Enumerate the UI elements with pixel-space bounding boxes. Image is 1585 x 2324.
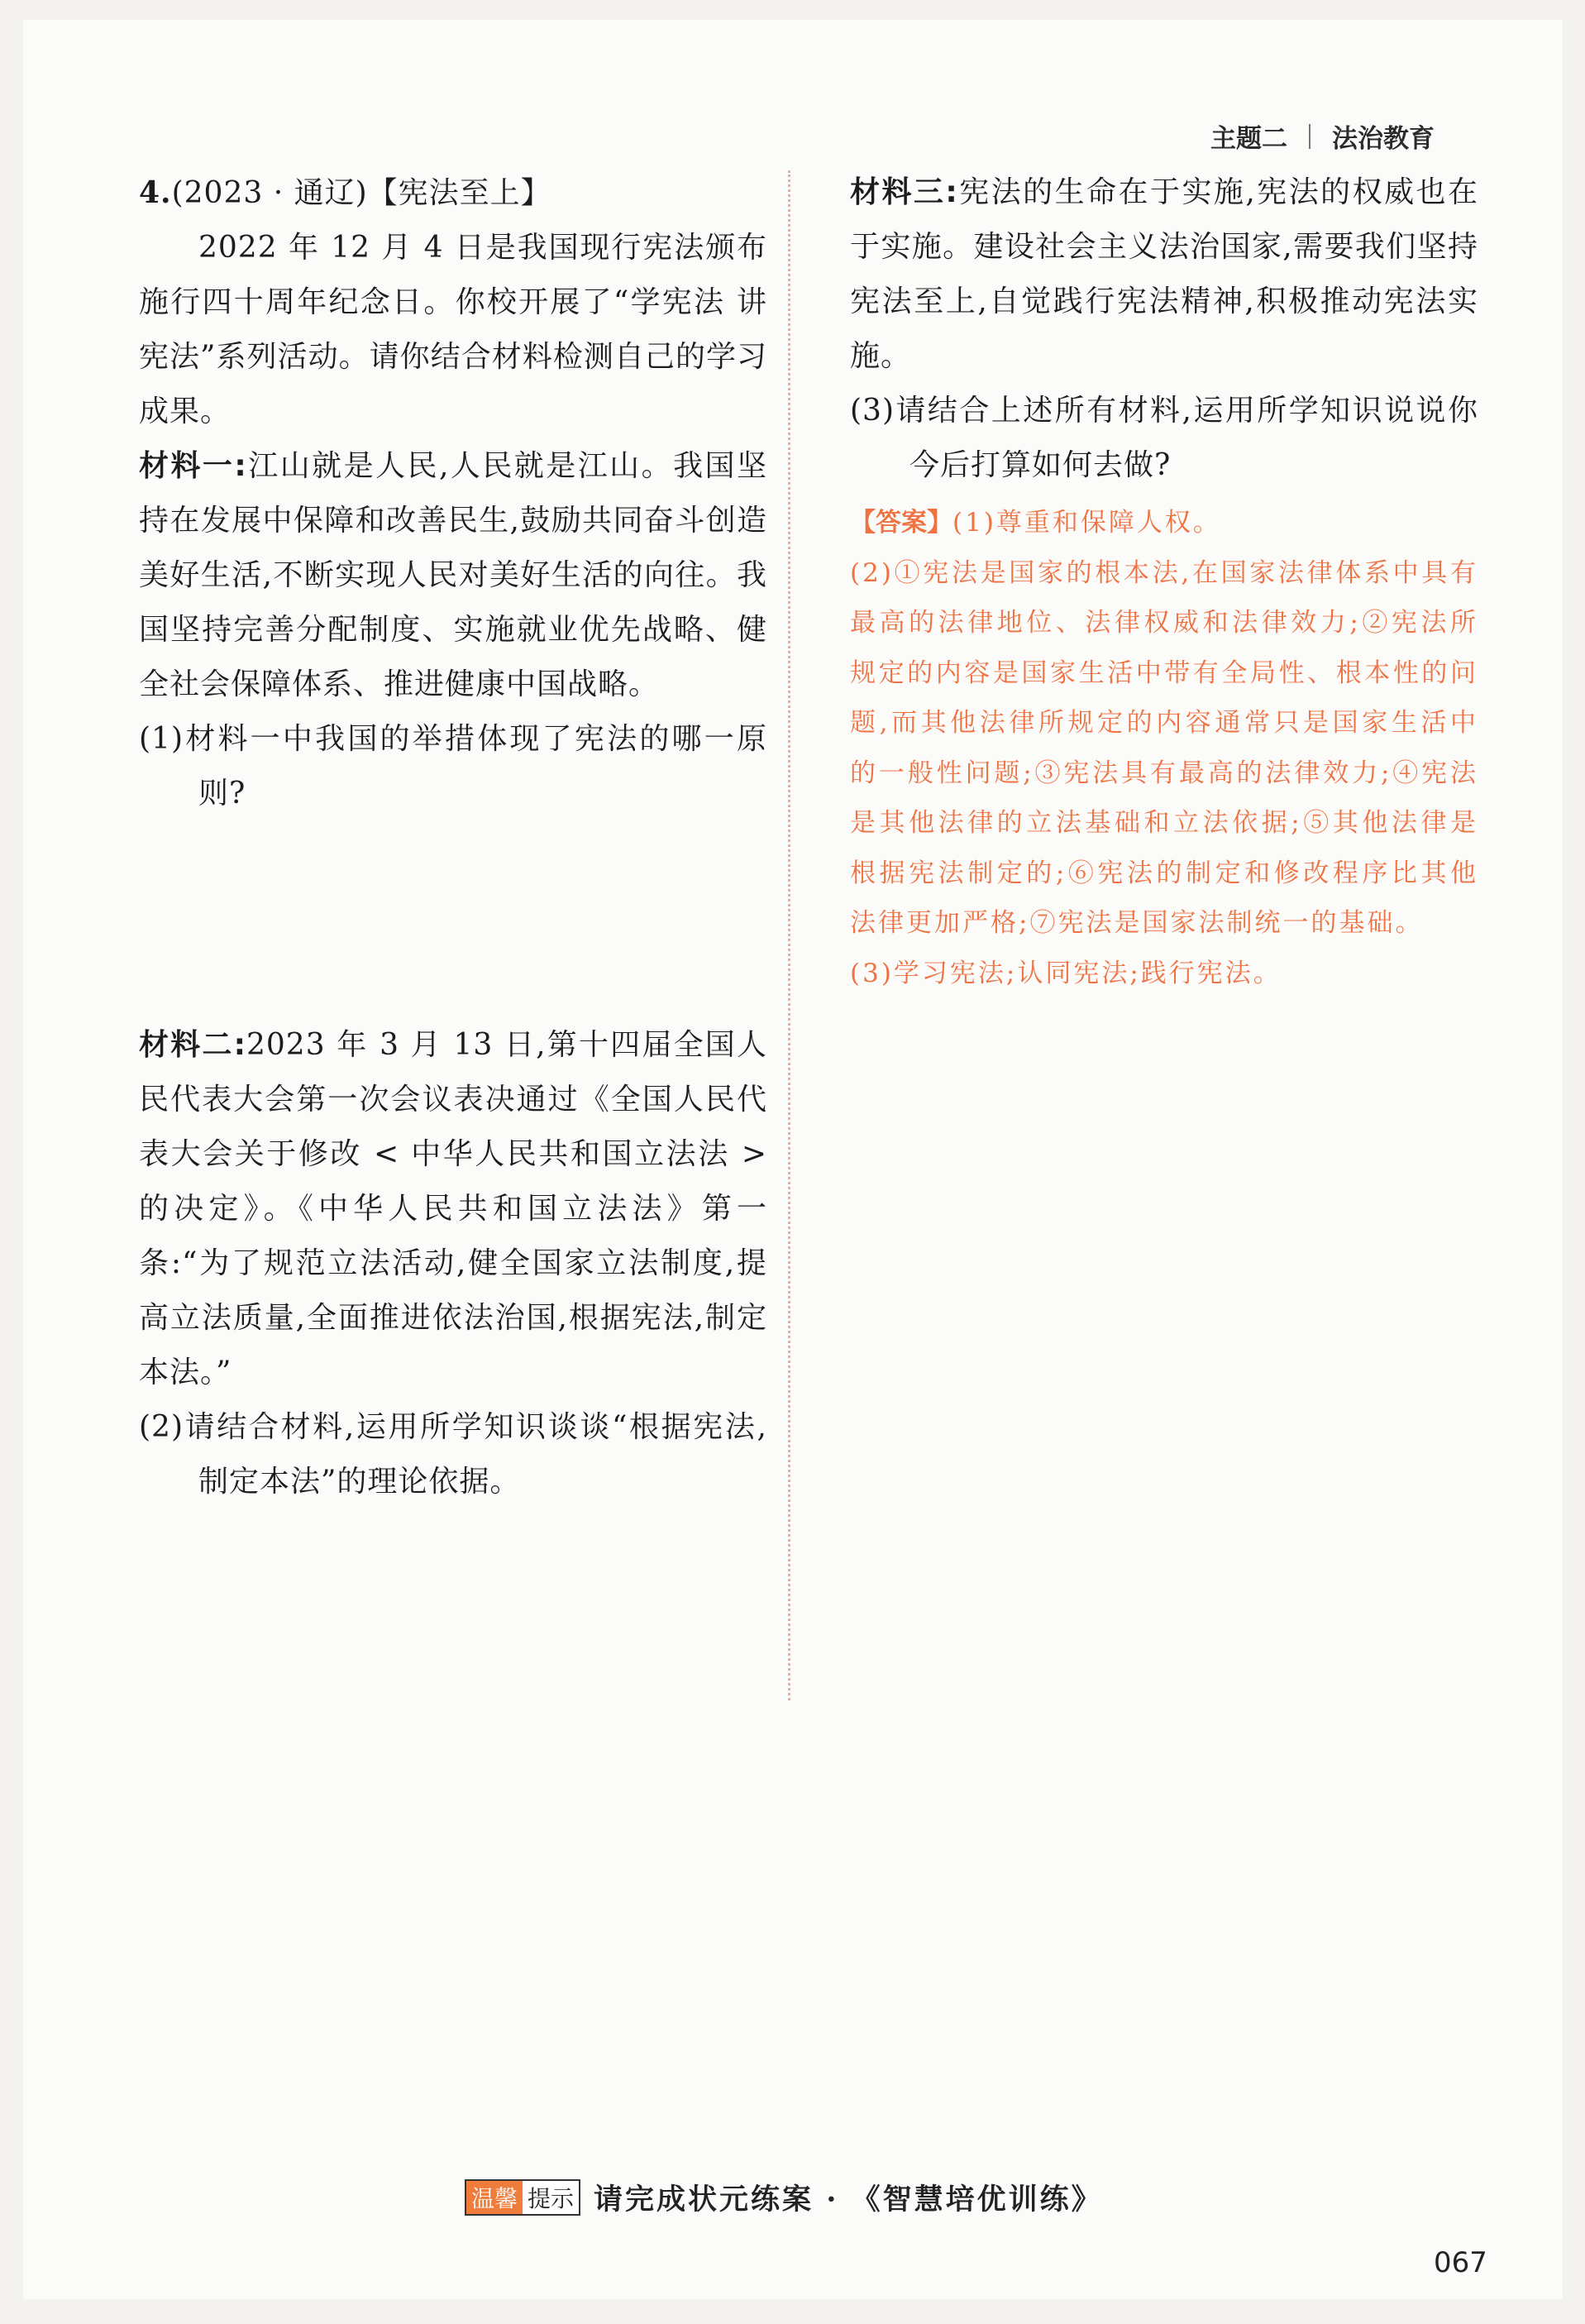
answer-1-text: (1)尊重和保障人权。: [952, 508, 1221, 538]
page: [23, 20, 1563, 2299]
material-3-text: 宪法的生命在于实施,宪法的权威也在于实施。建设社会主义法治国家,需要我们坚持宪法至上,自觉践行宪法精神,积极推动宪法实施。: [850, 175, 1478, 373]
material-1: [139, 439, 767, 712]
answer-tag: 【答案】: [850, 508, 952, 538]
answer-space-1: [139, 821, 767, 1018]
material-3-label: 材料三:: [850, 175, 958, 209]
question-source: (2023 · 通辽)【宪法至上】: [171, 176, 551, 210]
answer-section: [850, 498, 1478, 998]
footer-slogan: 请完成状元练案 · 《智慧培优训练》: [594, 2183, 1103, 2216]
header-theme: 主题二: [1210, 124, 1287, 154]
material-2-text: 2023 年 3 月 13 日,第十四届全国人民代表大会第一次会议表决通过《全国人民代表大会关于修改 < 中华人民共和国立法法 > 的决定》。《中华人民共和国立法法》第一条:“为了规范立法活动,健全国家立法制度,提高立法质量,全面推进依法治国,根据宪法,制定本法。”: [139, 1028, 767, 1389]
left-column: [139, 165, 767, 1509]
right-column: [850, 165, 1478, 998]
material-3: [850, 165, 1478, 384]
page-number: 067: [1434, 2246, 1487, 2279]
material-2-label: 材料二:: [139, 1028, 246, 1062]
material-1-text: 江山就是人民,人民就是江山。我国坚持在发展中保障和改善民生,鼓励共同奋斗创造美好生活,不断实现人民对美好生活的向往。我国坚持完善分配制度、实施就业优先战略、健全社会保障体系、推进健康中国战略。: [139, 449, 767, 701]
tip-badge-warm: 温馨: [466, 2181, 523, 2214]
answer-2: (2)①宪法是国家的根本法,在国家法律体系中具有最高的法律地位、法律权威和法律效力;②宪法所规定的内容是国家生活中带有全局性、根本性的问题,而其他法律所规定的内容通常只是国家生活中的一般性问题;③宪法具有最高的法律效力;④宪法是其他法律的立法基础和立法依据;⑤其他法律是根据宪法制定的;⑥宪法的制定和修改程序比其他法律更加严格;⑦宪法是国家法制统一的基础。: [850, 557, 1478, 938]
answer-3: (3)学习宪法;认同宪法;践行宪法。: [850, 958, 1282, 988]
answer-1: [850, 498, 1478, 548]
tip-badge: [465, 2179, 580, 2216]
question-intro: 2022 年 12 月 4 日是我国现行宪法颁布施行四十周年纪念日。你校开展了“学宪法 讲宪法”系列活动。请你结合材料检测自己的学习成果。: [139, 231, 767, 428]
question-title: [139, 165, 767, 221]
question-number: 4.: [139, 175, 172, 210]
tip-badge-hint: 提示: [523, 2181, 579, 2214]
material-2: [139, 1018, 767, 1400]
sub-question-3: (3)请结合上述所有材料,运用所学知识说说你今后打算如何去做?: [850, 394, 1478, 482]
sub-question-2: (2)请结合材料,运用所学知识谈谈“根据宪法,制定本法”的理论依据。: [139, 1410, 767, 1499]
header-separator: [1309, 124, 1310, 149]
column-divider: [788, 170, 790, 1700]
footer-tip: [465, 2177, 1103, 2218]
material-1-label: 材料一:: [139, 449, 247, 483]
running-header: [1210, 117, 1435, 155]
header-topic: 法治教育: [1332, 124, 1435, 154]
sub-question-1: (1)材料一中我国的举措体现了宪法的哪一原则?: [139, 722, 767, 811]
